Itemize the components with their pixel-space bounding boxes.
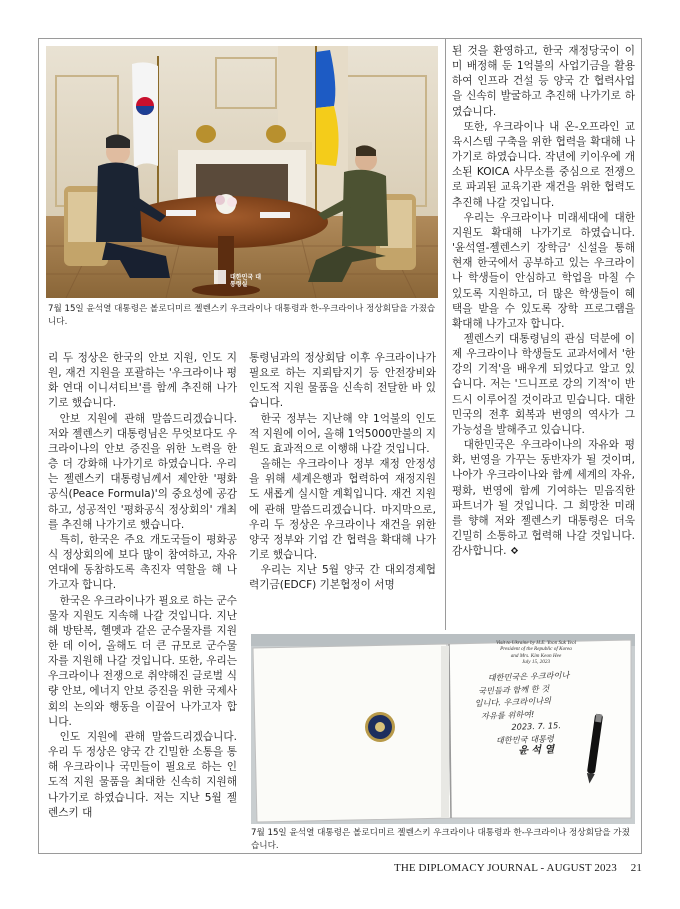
body-column-left (48, 351, 237, 821)
guestbook-printed-heading (461, 640, 611, 666)
paragraph: 된 것을 환영하고, 한국 재정당국이 이미 배정해 둔 1억불의 사업기금을 활용하여 인프라 건설 등 양국 간 협력사업을 신속히 발굴하고 추진해 나가기로 하였습니다. (452, 45, 635, 118)
paragraph: 우리는 지난 5월 양국 간 대외경제협력기금(EDCF) 기본협정이 서명 (249, 564, 436, 592)
printed-line: July 15, 2023 (521, 659, 551, 666)
paragraph: 올해는 우크라이나 정부 재정 안정성을 위해 세계은행과 협력하여 재정지원도 새롭게 실시할 계획입니다. 재건 지원에 관해 말씀드리겠습니다. 마지막으로, 우리 두 정상은 우크라이나 재건을 위한 양국 정부와 기업 간 협력을 확대해 나가기로 했습니다. (249, 458, 436, 562)
handwritten-line: 2023. 7. 15. (511, 720, 562, 732)
page-footer (0, 862, 642, 874)
body-column-middle (249, 351, 436, 594)
paragraph: 젤렌스키 대통령님의 관심 덕분에 이제 우크라이나 학생들도 교과서에서 '한강의 기적'을 배우게 되었다고 알고 있습니다. 저는 '드니프로 강의 기적'이 반드시 이루어질 것이라고 믿습니다. 대한민국의 전후 회복과 번영의 역사가 그 가능성을 발해주고 있습니다. (452, 332, 635, 436)
paragraph: 인도 지원에 관해 말씀드리겠습니다. 우리 두 정상은 양국 간 긴밀한 소통을 통해 우크라이나 국민들이 필요로 하는 인도적 지원 물품을 최대한 신속히 지원해 나가기로 하였습니다. 저는 지난 5월 젤렌스키 대 (48, 730, 237, 819)
paragraph: 통령님과의 정상회담 이후 우크라이나가 필요로 하는 지뢰탐지기 등 안전장비와 인도적 지원 물품을 신속히 전달한 바 있습니다. (249, 352, 436, 410)
body-column-right (452, 44, 635, 559)
end-mark-icon (510, 546, 519, 555)
handwritten-line: 자유를 위하여! (480, 708, 535, 721)
handwritten-line: 입니다. 우크라이나의 (474, 695, 552, 709)
presidential-office-logo: 대한민국 대통령실 (230, 274, 262, 288)
photo-caption-top: 7월 15일 윤석열 대통령은 볼로디미르 젤렌스키 우크라이나 대통령과 한-우크라이나 정상회담을 가졌습니다. (48, 304, 436, 327)
paragraph: 한국 정부는 지난해 약 1억불의 인도적 지원에 이어, 올해 1억5000만불의 지원도 효과적으로 이행해 나갈 것입니다. (249, 412, 436, 455)
handwritten-line: 대한민국은 우크라이나 (487, 669, 570, 683)
page-number: 21 (630, 862, 642, 874)
magazine-name: THE DIPLOMACY JOURNAL - AUGUST 2023 (394, 862, 617, 874)
paragraph: 또한, 우크라이나 내 온-오프라인 교육시스템 구축을 위한 협력을 확대해 나가기로 하였습니다. 작년에 키이우에 개소된 KOICA 사무소를 중심으로 전쟁으로 파괴된 교육기관 재건을 위한 협력도 추진해 나갈 것입니다. (452, 120, 635, 209)
paragraph-text: 대한민국은 우크라이나의 자유와 평화, 번영을 가꾸는 동반자가 될 것이며, 나아가 우크라이나와 함께 세계의 자유, 평화, 번영에 함께 기여하는 믿음직한 파트너가 될 것입니다. 그 희망찬 미래를 향해 저와 젤렌스키 대통령은 더욱 긴밀히 소통하고 협력해 나갈 것입니다. 감사합니다. (452, 439, 635, 558)
guestbook-photo (251, 634, 635, 824)
paragraph: 리 두 정상은 한국의 안보 지원, 인도 지원, 재건 지원을 포괄하는 '우크라이나 평화 연대 이니셔티브'를 함께 추진해 나가기로 했습니다. (48, 352, 237, 410)
summit-photo (46, 46, 438, 298)
paragraph: 안보 지원에 관해 말씀드리겠습니다. 저와 젤렌스키 대통령님은 무엇보다도 우크라이나의 안보 증진을 위한 노력을 한층 더 강화해 나가기로 하였습니다. 우리는 젤렌스키 대통령님께서 제안한 '평화공식(Peace Formula)'의 중요성에 공감하고, 성공적인 '평화공식 정상회의' 개최를 추진해 나가기로 했습니다. (48, 412, 237, 531)
handwritten-line: 대한민국 대통령 (495, 732, 554, 745)
paragraph (452, 438, 635, 559)
photo-caption-bottom: 7월 15일 윤석열 대통령은 볼로디미르 젤렌스키 우크라이나 대통령과 한-우크라이나 정상회담을 가졌습니다. (251, 828, 630, 851)
handwritten-signature: 윤 석 열 (518, 744, 555, 757)
handwritten-line: 국민들과 함께 한 것 (477, 683, 550, 696)
summit-photo-illustration (46, 46, 438, 298)
printed-line: President of the Republic of Korea (500, 646, 572, 653)
paragraph: 한국은 우크라이나가 필요로 하는 군수물자 지원도 지속해 나갈 것입니다. 지난해 방탄복, 헬멧과 같은 군수물자를 지원한 데 이어, 올해도 더 큰 규모로 군수물자를 지원해 나갈 것입니다. 또한, 우리는 우크라이나 전쟁으로 취약해진 글로벌 식량 안보, 에너지 안보 증진을 위한 국제사회의 논의와 행동을 이끌어 나가고자 합니다. (48, 594, 237, 728)
paragraph: 우리는 우크라이나 미래세대에 대한 지원도 확대해 나가기로 하였습니다. '윤석열-젤렌스키 장학금' 신설을 통해 현재 한국에서 공부하고 있는 우크라이나 학생들이 안심하고 학업을 마칠 수 있도록 지원하고, 더 많은 학생들이 혜택을 받을 수 있도록 장학 프로그램을 확대해 나가고자 합니다. (452, 211, 635, 330)
guestbook-handwriting (470, 668, 603, 760)
column-divider (445, 38, 446, 630)
printed-line: Visit to Ukraine by H.E. Yoon Suk Yeol (495, 640, 577, 646)
paragraph: 특히, 한국은 주요 개도국들이 평화공식 정상회의에 보다 많이 참여하고, 자유연대에 동참하도록 촉진자 역할을 해 나가고자 합니다. (48, 533, 237, 592)
printed-line: and Mrs. Kim Keon Hee (510, 652, 562, 659)
